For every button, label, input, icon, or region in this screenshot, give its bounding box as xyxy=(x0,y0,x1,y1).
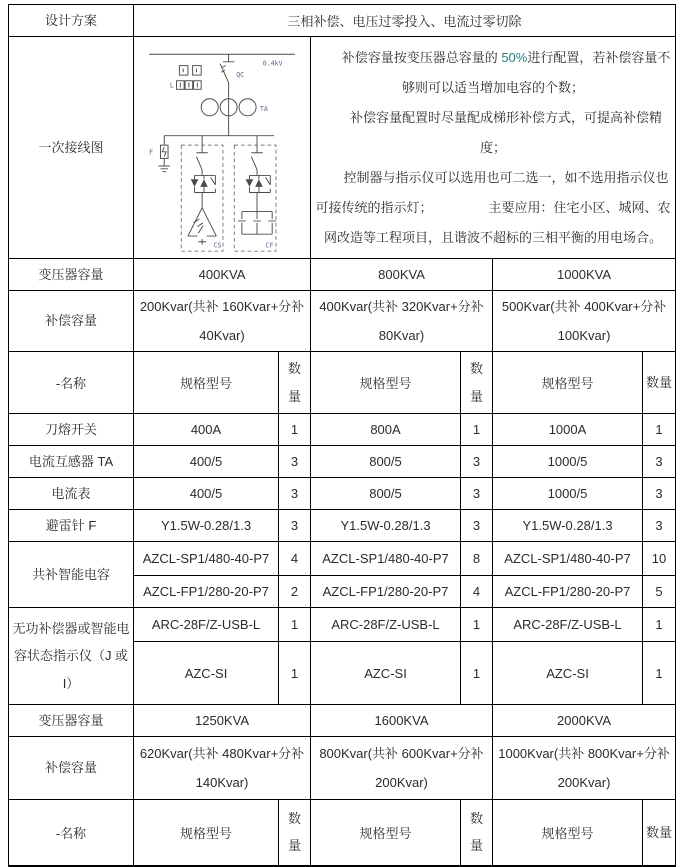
spec-cell: 800/5 xyxy=(311,446,461,478)
table-header-1 xyxy=(9,352,676,414)
spec-cell: 400A xyxy=(134,414,279,446)
note-ladder-mode: 补偿容量配置时尽量配成梯形补偿方式，可提高补偿精度； xyxy=(350,109,663,155)
transformer-value: 800KVA xyxy=(311,259,493,291)
header-spec: 规格型号 xyxy=(493,800,643,866)
header-spec: 规格型号 xyxy=(493,352,643,414)
qty-cell: 4 xyxy=(461,576,493,608)
part-name: 无功补偿器或智能电容状态指示仪（J 或 I） xyxy=(9,608,134,705)
transformer-value: 400KVA xyxy=(134,259,311,291)
compensation-label: 补偿容量 xyxy=(9,737,134,800)
part-row-ammeter xyxy=(9,478,676,510)
part-row-reactive-controller xyxy=(9,608,676,642)
qty-cell: 10 xyxy=(643,542,676,576)
meters-label: L xyxy=(169,80,174,89)
header-qty: 数量 xyxy=(461,800,493,866)
qty-cell: 3 xyxy=(643,478,676,510)
qty-cell: 5 xyxy=(643,576,676,608)
part-name: 共补智能电容 xyxy=(9,542,134,608)
qty-cell: 2 xyxy=(279,576,311,608)
compensation-row-1 xyxy=(9,291,676,352)
transformer-value: 2000KVA xyxy=(493,705,676,737)
qty-cell: 3 xyxy=(643,510,676,542)
spec-cell: AZCL-FP1/280-20-P7 xyxy=(134,576,279,608)
transformer-row-2 xyxy=(9,705,676,737)
part-row-current-transformer xyxy=(9,446,676,478)
qty-cell: 1 xyxy=(279,608,311,642)
compensation-value: 620Kvar(共补 480Kvar+分补 140Kvar) xyxy=(134,737,311,800)
spec-cell: AZCL-SP1/480-40-P7 xyxy=(493,542,643,576)
spec-table xyxy=(8,4,676,867)
spec-cell: 1000A xyxy=(493,414,643,446)
note-text: 进行配置，若补偿容量不够则可以适当增加电容的个数； xyxy=(402,49,671,95)
spec-cell: Y1.5W-0.28/1.3 xyxy=(493,510,643,542)
spec-cell: AZCL-FP1/280-20-P7 xyxy=(493,576,643,608)
notes-cell xyxy=(311,37,676,259)
transformer-value: 1000KVA xyxy=(493,259,676,291)
qty-cell: 1 xyxy=(643,608,676,642)
transformer-row-1 xyxy=(9,259,676,291)
header-qty: 数量 xyxy=(643,352,676,414)
spec-cell: AZCL-FP1/280-20-P7 xyxy=(311,576,461,608)
qty-cell: 1 xyxy=(461,608,493,642)
spec-cell: ARC-28F/Z-USB-L xyxy=(493,608,643,642)
spec-cell: 1000/5 xyxy=(493,478,643,510)
spec-cell: 800A xyxy=(311,414,461,446)
qty-cell: 1 xyxy=(279,642,311,705)
part-row-shared-capacitor-sp xyxy=(9,542,676,576)
bus-voltage-label: 0.4kV xyxy=(262,59,283,68)
ct-label: TA xyxy=(259,104,268,113)
qty-cell: 1 xyxy=(461,642,493,705)
design-scheme-value: 三相补偿、电压过零投入、电流过零切除 xyxy=(134,5,676,37)
design-scheme-label: 设计方案 xyxy=(9,5,134,37)
part-name: 电流表 xyxy=(9,478,134,510)
note-applications: 主要应用：住宅小区、城网、农网改造等工程项目，且谐波不超标的三相平衡的用电场合。 xyxy=(324,199,671,245)
spec-cell: 400/5 xyxy=(134,446,279,478)
spec-cell: 800/5 xyxy=(311,478,461,510)
note-text: 控制器与指示仪可以选用也可二选一，如不选用指示仪也可接传统的指示灯； xyxy=(315,169,669,215)
header-spec: 规格型号 xyxy=(134,800,279,866)
spec-cell: AZC-SI xyxy=(134,642,279,705)
qty-cell: 3 xyxy=(279,478,311,510)
header-qty: 数量 xyxy=(461,352,493,414)
qty-cell: 1 xyxy=(643,642,676,705)
header-qty: 数量 xyxy=(279,352,311,414)
spec-cell: ARC-28F/Z-USB-L xyxy=(134,608,279,642)
transformer-label: 变压器容量 xyxy=(9,259,134,291)
delta-bank-label: CS xyxy=(213,240,222,249)
compensation-value: 200Kvar(共补 160Kvar+分补 40Kvar) xyxy=(134,291,311,352)
diagram-cell xyxy=(134,37,311,259)
header-spec: 规格型号 xyxy=(134,352,279,414)
header-qty: 数量 xyxy=(279,800,311,866)
table-header-2 xyxy=(9,800,676,866)
qc-switch-label: QC xyxy=(236,70,245,79)
compensation-value: 500Kvar(共补 400Kvar+分补 100Kvar) xyxy=(493,291,676,352)
star-bank-label: CF xyxy=(265,240,274,249)
spec-cell: AZC-SI xyxy=(311,642,461,705)
qty-cell: 1 xyxy=(461,414,493,446)
qty-cell: 3 xyxy=(461,478,493,510)
qty-cell: 3 xyxy=(279,446,311,478)
spec-cell: 1000/5 xyxy=(493,446,643,478)
qty-cell: 3 xyxy=(279,510,311,542)
spec-cell: AZCL-SP1/480-40-P7 xyxy=(311,542,461,576)
spec-cell: Y1.5W-0.28/1.3 xyxy=(134,510,279,542)
transformer-value: 1250KVA xyxy=(134,705,311,737)
spec-cell: AZC-SI xyxy=(493,642,643,705)
spec-cell: AZCL-SP1/480-40-P7 xyxy=(134,542,279,576)
qty-cell: 3 xyxy=(461,510,493,542)
compensation-row-2 xyxy=(9,737,676,800)
qty-cell: 1 xyxy=(643,414,676,446)
header-spec: 规格型号 xyxy=(311,352,461,414)
qty-cell: 1 xyxy=(279,414,311,446)
transformer-value: 1600KVA xyxy=(311,705,493,737)
header-name: -名称 xyxy=(9,352,134,414)
compensation-value: 1000Kvar(共补 800Kvar+分补 200Kvar) xyxy=(493,737,676,800)
part-name: 电流互感器 TA xyxy=(9,446,134,478)
diagram-row xyxy=(9,37,676,259)
note-text: 补偿容量按变压器总容量的 xyxy=(341,49,502,65)
part-name: 刀熔开关 xyxy=(9,414,134,446)
part-row-knife-fuse-switch xyxy=(9,414,676,446)
one-line-diagram-icon xyxy=(137,41,307,255)
part-row-lightning-arrester xyxy=(9,510,676,542)
qty-cell: 4 xyxy=(279,542,311,576)
spec-cell: 400/5 xyxy=(134,478,279,510)
qty-cell: 3 xyxy=(643,446,676,478)
header-name: -名称 xyxy=(9,800,134,866)
part-name: 避雷针 F xyxy=(9,510,134,542)
compensation-value: 400Kvar(共补 320Kvar+分补 80Kvar) xyxy=(311,291,493,352)
qty-cell: 8 xyxy=(461,542,493,576)
compensation-label: 补偿容量 xyxy=(9,291,134,352)
note-percent: 50% xyxy=(501,49,528,65)
header-spec: 规格型号 xyxy=(311,800,461,866)
transformer-label: 变压器容量 xyxy=(9,705,134,737)
design-scheme-row xyxy=(9,5,676,37)
header-qty: 数量 xyxy=(643,800,676,866)
qty-cell: 3 xyxy=(461,446,493,478)
compensation-value: 800Kvar(共补 600Kvar+分补 200Kvar) xyxy=(311,737,493,800)
spec-cell: ARC-28F/Z-USB-L xyxy=(311,608,461,642)
note-capacity-config xyxy=(314,43,672,103)
spec-cell: Y1.5W-0.28/1.3 xyxy=(311,510,461,542)
diagram-label: 一次接线图 xyxy=(9,37,134,259)
arrester-label: F xyxy=(149,148,154,157)
note-controller-choice xyxy=(314,163,672,253)
